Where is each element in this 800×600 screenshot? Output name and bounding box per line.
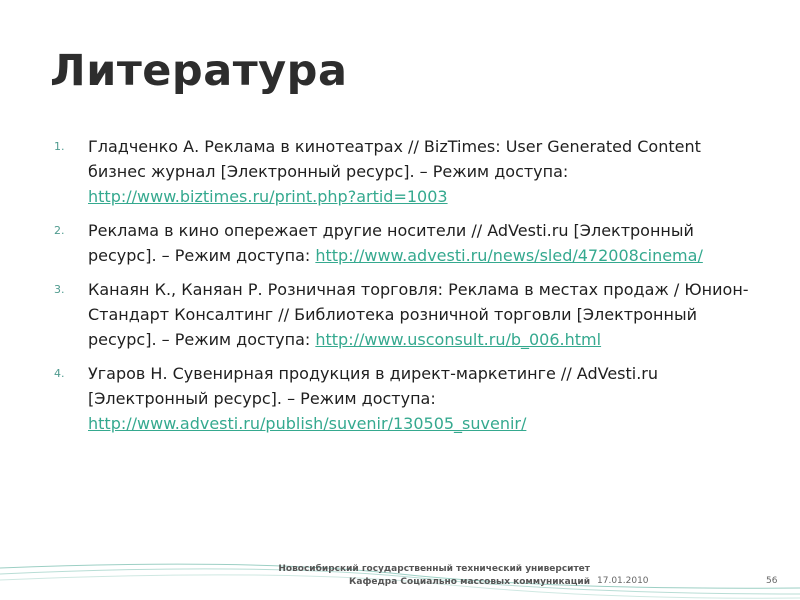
reference-list xyxy=(50,134,750,445)
reference-item-2 xyxy=(50,218,750,268)
reference-text: Угаров Н. Сувенирная продукция в директ-маркетинге // AdVesti.ru [Электронный ресурс]. – Режим доступа: xyxy=(88,364,659,408)
reference-link[interactable]: http://www.advesti.ru/publish/suvenir/130505_suvenir/ xyxy=(88,414,527,433)
reference-item-1 xyxy=(50,134,750,209)
footer-department: Кафедра Социально массовых коммуникаций xyxy=(349,577,590,587)
reference-number: 1. xyxy=(54,140,65,153)
footer-date: 17.01.2010 xyxy=(597,576,649,586)
reference-number: 4. xyxy=(54,367,65,380)
footer-organization xyxy=(250,563,590,589)
reference-text: Канаян К., Каняан Р. Розничная торговля: Реклама в местах продаж / Юнион-Стандарт Консалтинг // Библиотека розничной торговли [Электронный ресурс]. – Режим доступа: xyxy=(88,280,749,349)
reference-number: 3. xyxy=(54,283,65,296)
reference-item-3 xyxy=(50,277,750,352)
reference-link[interactable]: http://www.usconsult.ru/b_006.html xyxy=(315,330,602,349)
reference-text: Реклама в кино опережает другие носители // AdVesti.ru [Электронный ресурс]. – Режим доступа: xyxy=(88,221,694,265)
reference-number: 2. xyxy=(54,224,65,237)
reference-link[interactable]: http://www.advesti.ru/news/sled/472008cinema/ xyxy=(315,246,703,265)
page-number: 56 xyxy=(766,576,778,586)
reference-link[interactable]: http://www.biztimes.ru/print.php?artid=1003 xyxy=(88,187,448,206)
slide-title: Литература xyxy=(50,46,348,96)
reference-item-4 xyxy=(50,361,750,436)
reference-text: Гладченко А. Реклама в кинотеатрах // BizTimes: User Generated Content бизнес журнал [Электронный ресурс]. – Режим доступа: xyxy=(88,137,701,181)
footer-university: Новосибирский государственный технический университет xyxy=(278,564,590,574)
